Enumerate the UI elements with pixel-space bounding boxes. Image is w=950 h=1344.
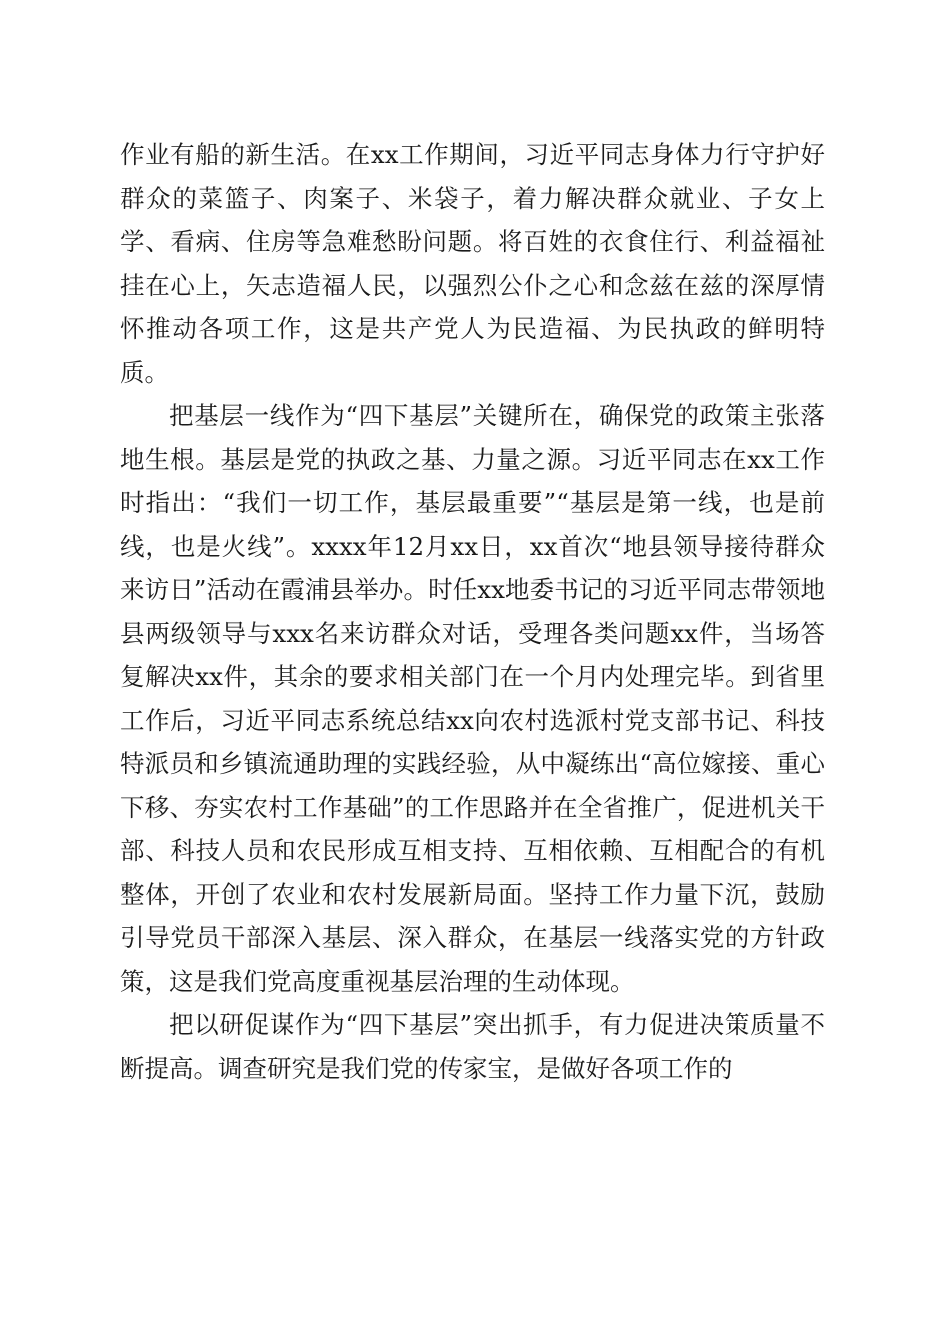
document-body <box>120 133 825 1090</box>
paragraph-research-decision: 把以研促谋作为“四下基层”突出抓手，有力促进决策质量不断提高。调查研究是我们党的传家宝，是做好各项工作的 <box>120 1010 825 1083</box>
paragraph-grassroots-frontline: 把基层一线作为“四下基层”关键所在，确保党的政策主张落地生根。基层是党的执政之基、力量之源。习近平同志在xx工作时指出：“我们一切工作，基层最重要”“基层是第一线，也是前线，也是火线”。xxxx年12月xx日，xx首次“地县领导接待群众来访日”活动在霞浦县举办。时任xx地委书记的习近平同志带领地县两级领导与xxx名来访群众对话，受理各类问题xx件，当场答复解决xx件，其余的要求相关部门在一个月内处理完毕。到省里工作后，习近平同志系统总结xx向农村选派村党支部书记、科技特派员和乡镇流通助理的实践经验，从中凝练出“高位嫁接、重心下移、夯实农村工作基础”的工作思路并在全省推广，促进机关干部、科技人员和农民形成互相支持、互相依赖、互相配合的有机整体，开创了农业和农村发展新局面。坚持工作力量下沉，鼓励引导党员干部深入基层、深入群众，在基层一线落实党的方针政策，这是我们党高度重视基层治理的生动体现。 <box>120 401 825 996</box>
paragraph-continuation: 作业有船的新生活。在xx工作期间，习近平同志身体力行守护好群众的菜篮子、肉案子、米袋子，着力解决群众就业、子女上学、看病、住房等急难愁盼问题。将百姓的衣食住行、利益福祉挂在心上，矢志造福人民，以强烈公仆之心和念兹在兹的深厚情怀推动各项工作，这是共产党人为民造福、为民执政的鲜明特质。 <box>120 140 825 387</box>
